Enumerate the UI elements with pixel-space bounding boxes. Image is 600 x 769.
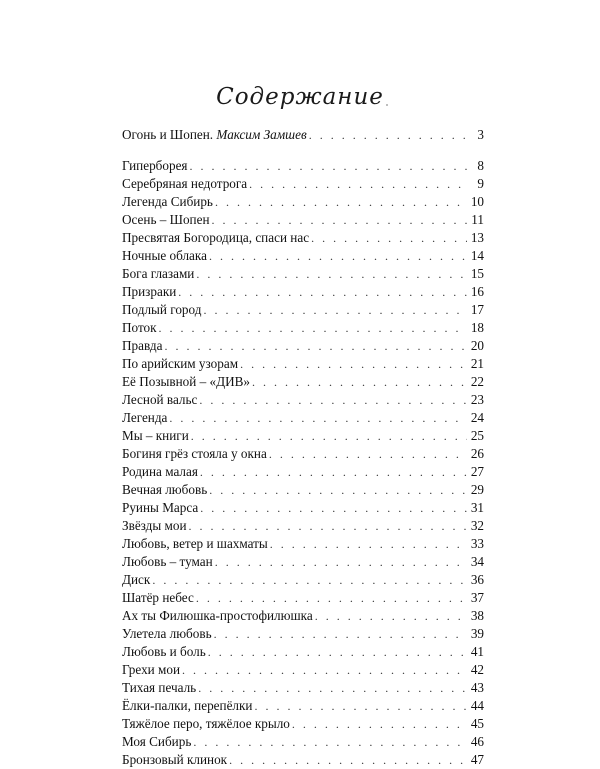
dot-leader (182, 661, 467, 679)
dot-leader (249, 175, 467, 193)
toc-entry-title: Лесной вальс (122, 392, 198, 407)
dot-leader (270, 535, 467, 553)
toc-entry (122, 157, 484, 175)
toc-entry-title: Моя Сибирь (122, 734, 192, 749)
toc-entry (122, 535, 484, 553)
table-of-contents (122, 126, 484, 769)
toc-entry-page: 26 (470, 446, 484, 461)
toc-entry (122, 589, 484, 607)
toc-entry-page: 22 (470, 374, 484, 389)
toc-entry-title: По арийским узорам (122, 356, 239, 371)
toc-entry (122, 625, 484, 643)
toc-entry-page: 43 (470, 680, 484, 695)
toc-entry (122, 643, 484, 661)
toc-entry-title: Осень – Шопен (122, 212, 210, 227)
toc-entry (122, 715, 484, 733)
toc-entry-page: 42 (470, 662, 484, 677)
toc-entry-page: 29 (470, 482, 484, 497)
toc-entry (122, 607, 484, 625)
toc-entry-title: Улетела любовь (122, 626, 212, 641)
toc-entry (122, 175, 484, 193)
dot-leader (269, 445, 467, 463)
dot-leader (254, 697, 467, 715)
toc-entry (122, 247, 484, 265)
toc-entry (122, 355, 484, 373)
toc-entry-page: 20 (470, 338, 484, 353)
toc-entry-page: 18 (470, 320, 484, 335)
toc-entry-title: Шатёр небес (122, 590, 194, 605)
dot-leader (198, 679, 467, 697)
toc-entry-page: 27 (470, 464, 484, 479)
toc-entry-page: 25 (470, 428, 484, 443)
toc-entry-page: 31 (470, 500, 484, 515)
toc-entry (122, 391, 484, 409)
first-entry-author: Максим Замшев (216, 127, 307, 142)
toc-entry (122, 373, 484, 391)
dot-leader (196, 265, 467, 283)
dot-leader (190, 157, 468, 175)
toc-entry (122, 481, 484, 499)
toc-entry-title: Подлый город (122, 302, 202, 317)
toc-entry (122, 409, 484, 427)
dot-leader (214, 625, 467, 643)
toc-entry-title: Грехи мои (122, 662, 181, 677)
toc-entry-title: Поток (122, 320, 157, 335)
toc-entry (122, 193, 484, 211)
toc-entry-title: Руины Марса (122, 500, 199, 515)
toc-entry (122, 211, 484, 229)
dot-leader (203, 301, 467, 319)
dot-leader (209, 247, 467, 265)
toc-entry (122, 733, 484, 751)
toc-entry-title: Вечная любовь (122, 482, 208, 497)
toc-entry (122, 283, 484, 301)
toc-entry-title: Богиня грёз стояла у окна (122, 446, 267, 461)
toc-entry-page: 47 (470, 752, 484, 767)
dot-leader (200, 463, 467, 481)
toc-entry-title: Бога глазами (122, 266, 195, 281)
print-speck (386, 104, 388, 106)
toc-entries-list (122, 157, 484, 769)
dot-leader (199, 391, 467, 409)
toc-entry-title: Ёлки-палки, перепёлки (122, 698, 253, 713)
toc-entry-title: Призраки (122, 284, 177, 299)
toc-entry-first (122, 126, 484, 144)
toc-entry-title: Родина малая (122, 464, 198, 479)
dot-leader (208, 643, 467, 661)
dot-leader (311, 229, 467, 247)
dot-leader (215, 553, 467, 571)
toc-entry-title: Мы – книги (122, 428, 189, 443)
dot-leader (169, 409, 467, 427)
toc-entry-title: Ах ты Филюшка-простофилюшка (122, 608, 313, 623)
toc-entry-page: 39 (470, 626, 484, 641)
dot-leader (164, 337, 467, 355)
toc-entry-title: Любовь, ветер и шахматы (122, 536, 268, 551)
toc-entry-title (122, 126, 309, 144)
toc-entry (122, 571, 484, 589)
toc-entry (122, 229, 484, 247)
toc-entry-page: 17 (470, 302, 484, 317)
toc-entry-page: 46 (470, 734, 484, 749)
toc-entry (122, 337, 484, 355)
dot-leader (292, 715, 467, 733)
toc-entry-title: Правда (122, 338, 163, 353)
contents-title: Содержание (216, 84, 384, 110)
toc-entry-page: 3 (477, 127, 484, 142)
toc-entry-title: Ночные облака (122, 248, 207, 263)
toc-entry-title: Легенда Сибирь (122, 194, 213, 209)
toc-entry (122, 499, 484, 517)
dot-leader (212, 211, 467, 229)
toc-entry-title: Любовь и боль (122, 644, 206, 659)
toc-entry-page: 11 (471, 212, 484, 227)
toc-entry-page: 8 (477, 158, 484, 173)
toc-entry (122, 301, 484, 319)
toc-entry-page: 10 (470, 194, 484, 209)
toc-entry (122, 697, 484, 715)
toc-entry-page: 23 (470, 392, 484, 407)
toc-entry-title: Бронзовый клинок (122, 752, 228, 767)
dot-leader (152, 571, 467, 589)
toc-entry-page: 24 (470, 410, 484, 425)
dot-leader (193, 733, 467, 751)
toc-entry-page: 45 (470, 716, 484, 731)
toc-entry-title: Тяжёлое перо, тяжёлое крыло (122, 716, 290, 731)
toc-entry-title: Тихая печаль (122, 680, 197, 695)
dot-leader (315, 607, 467, 625)
dot-leader (191, 427, 467, 445)
toc-entry (122, 661, 484, 679)
dot-leader (229, 751, 467, 769)
toc-entry-page: 36 (470, 572, 484, 587)
toc-entry-page: 21 (470, 356, 484, 371)
dot-leader (252, 373, 467, 391)
toc-entry-page: 34 (470, 554, 484, 569)
toc-entry-page: 16 (470, 284, 484, 299)
first-entry-title: Огонь и Шопен. (122, 127, 214, 142)
toc-entry-title: Гиперборея (122, 158, 188, 173)
toc-entry-page: 13 (470, 230, 484, 245)
toc-entry-title: Диск (122, 572, 151, 587)
dot-leader (200, 499, 467, 517)
toc-entry-title: Её Позывной – «ДИВ» (122, 374, 251, 389)
toc-entry-page: 15 (470, 266, 484, 281)
toc-entry-title: Серебряная недотрога (122, 176, 248, 191)
toc-entry (122, 463, 484, 481)
dot-leader (189, 517, 467, 535)
toc-entry (122, 265, 484, 283)
dot-leader (209, 481, 467, 499)
toc-entry (122, 517, 484, 535)
dot-leader (309, 126, 467, 144)
toc-entry (122, 751, 484, 769)
toc-entry (122, 679, 484, 697)
section-gap (122, 144, 484, 157)
toc-entry-page: 38 (470, 608, 484, 623)
toc-entry-page: 41 (470, 644, 484, 659)
toc-entry-page: 37 (470, 590, 484, 605)
toc-entry (122, 319, 484, 337)
dot-leader (240, 355, 467, 373)
dot-leader (178, 283, 467, 301)
toc-entry-page: 32 (470, 518, 484, 533)
toc-entry-page: 33 (470, 536, 484, 551)
toc-entry-title: Легенда (122, 410, 168, 425)
toc-entry-page: 14 (470, 248, 484, 263)
toc-entry-page: 9 (477, 176, 484, 191)
toc-entry-title: Звёзды мои (122, 518, 187, 533)
toc-entry-page: 44 (470, 698, 484, 713)
toc-entry-title: Пресвятая Богородица, спаси нас (122, 230, 310, 245)
dot-leader (196, 589, 467, 607)
dot-leader (159, 319, 467, 337)
dot-leader (215, 193, 467, 211)
toc-entry (122, 553, 484, 571)
toc-entry (122, 445, 484, 463)
toc-entry-title: Любовь – туман (122, 554, 213, 569)
toc-entry (122, 427, 484, 445)
